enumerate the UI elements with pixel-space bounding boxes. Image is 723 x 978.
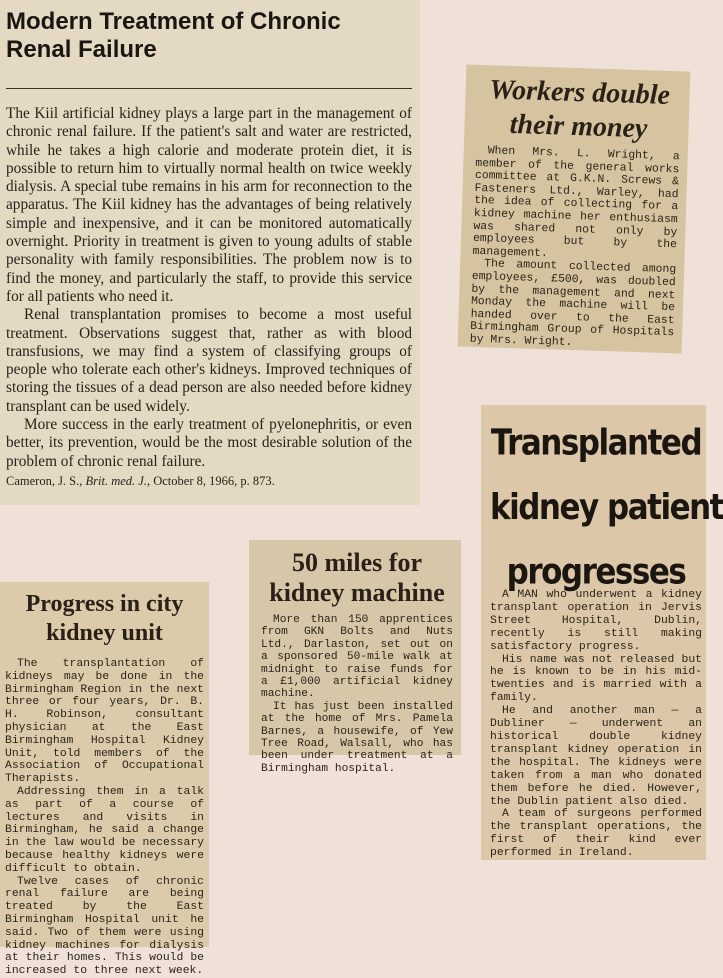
- title-line-1: Transplanted: [490, 422, 702, 464]
- clipping-progress-city: [0, 582, 209, 978]
- title-line-3: progresses: [506, 551, 686, 593]
- article-body: [6, 105, 412, 471]
- title-line-1: 50 miles for: [292, 548, 422, 577]
- title-line-1: Progress in city: [25, 591, 184, 617]
- title-line-2: kidney unit: [46, 620, 163, 646]
- paragraph: The amount collected among employees, £500, was doubled by the management and next Monday the machine will be handed over to the East Birmingham Group of Hospitals by Mrs. Wright.: [469, 258, 677, 349]
- title-line-1: Workers double: [488, 74, 671, 111]
- paragraph: When Mrs. L. Wright, a member of the general works committee at G.K.N. Screws & Fasteners Ltd., Warley, had the idea of collecting for a kidney machine her enthusiasm was shared not only by employees but by the management.: [472, 145, 680, 260]
- title-line-2: Renal Failure: [6, 36, 157, 63]
- paragraph: Twelve cases of chronic renal failure are being treated by the East Birmingham Hospital unit he said. Two of them were using kidney machines for dialysis at their homes. This would be increased to three next week.: [5, 875, 204, 978]
- clipping-title: [476, 73, 682, 147]
- paragraph: Renal transplantation promises to become a most useful treatment. Observations suggest that, rather as with blood transfusions, we may find a system of classifying groups of people who tolerate each other's kidneys. Improved techniques of storing the tissues of a dead person are also needed before kidney transplant can be used widely.: [6, 306, 412, 415]
- paragraph: More than 150 apprentices from GKN Bolts and Nuts Ltd., Darlaston, set out on a sponsored 50-mile walk at midnight to raise funds for a £1,000 artificial kidney machine.: [261, 614, 453, 701]
- paragraph: The Kiil artificial kidney plays a large part in the management of chronic renal failure. If the patient's salt and water are restricted, while he takes a high calorie and moderate protein diet, it is possible to return him to virtually normal health on twice weekly dialysis. A special tube remains in his arm for reconnection to the apparatus. The Kiil kidney has the advantages of being relatively simple and inexpensive, and it can be monitored automatically overnight. Priority in treatment is given to young adults of stable personality with family responsibilities. The problem now is to find the money, and particularly the staff, to provide this service for all patients who need it.: [6, 105, 412, 305]
- citation-journal: Brit. med. J.,: [85, 473, 151, 488]
- divider: [6, 88, 412, 89]
- paragraph: Addressing them in a talk as part of a course of lectures and visits in Birmingham, he said a change in the law would be necessary because healthy kidneys were difficult to obtain.: [5, 785, 204, 875]
- clipping-modern-treatment: [0, 0, 420, 505]
- article-body: [261, 614, 453, 775]
- citation-date: October 8, 1966, p. 873.: [153, 473, 275, 488]
- article-body: [470, 145, 680, 353]
- clipping-50-miles: [249, 540, 461, 775]
- paragraph: A MAN who underwent a kidney transplant operation in Jervis Street Hospital, Dublin, recently is still making satisfactory progress.: [490, 589, 702, 653]
- article-body: [5, 658, 204, 978]
- paragraph: His name was not released but he is known to be in his mid-twenties and is married with a family.: [490, 653, 702, 705]
- citation: [6, 474, 412, 489]
- paragraph: A team of surgeons performed the transplant operations, the first of their kind ever performed in Ireland.: [490, 808, 702, 860]
- paragraph: More success in the early treatment of pyelonephritis, or even better, its prevention, would be the most desirable solution of the problem of chronic renal failure.: [6, 416, 412, 470]
- title-line-2: kidney patient: [490, 486, 723, 529]
- clipping-transplanted: [481, 405, 723, 860]
- title-line-2: kidney machine: [269, 578, 445, 607]
- paragraph: He and another man — a Dubliner — underwent an historical double kidney transplant kidney operation in the hospital. The kidneys were taken from a man who donated them before he died. However, the Dublin patient also died.: [490, 705, 702, 808]
- clipping-title: [6, 8, 412, 64]
- clipping-title: [490, 411, 723, 604]
- clipping-title: [261, 548, 453, 608]
- title-line-2: their money: [509, 108, 648, 145]
- clipping-workers-double: [458, 65, 691, 354]
- paragraph: The transplantation of kidneys may be done in the Birmingham Region in the next three or four years, Dr. B. H. Robinson, consultant physician at the East Birmingham Hospital Kidney Unit, told members of the Association of Occupational Therapists.: [5, 658, 204, 786]
- clipping-title: [5, 590, 204, 648]
- title-line-1: Modern Treatment of Chronic: [6, 8, 341, 35]
- citation-author: Cameron, J. S.,: [6, 473, 83, 488]
- paragraph: It has just been installed at the home of Mrs. Pamela Barnes, a housewife, of Yew Tree Road, Walsall, who has been under treatment at a Birmingham hospital.: [261, 700, 453, 775]
- article-body: [490, 589, 702, 860]
